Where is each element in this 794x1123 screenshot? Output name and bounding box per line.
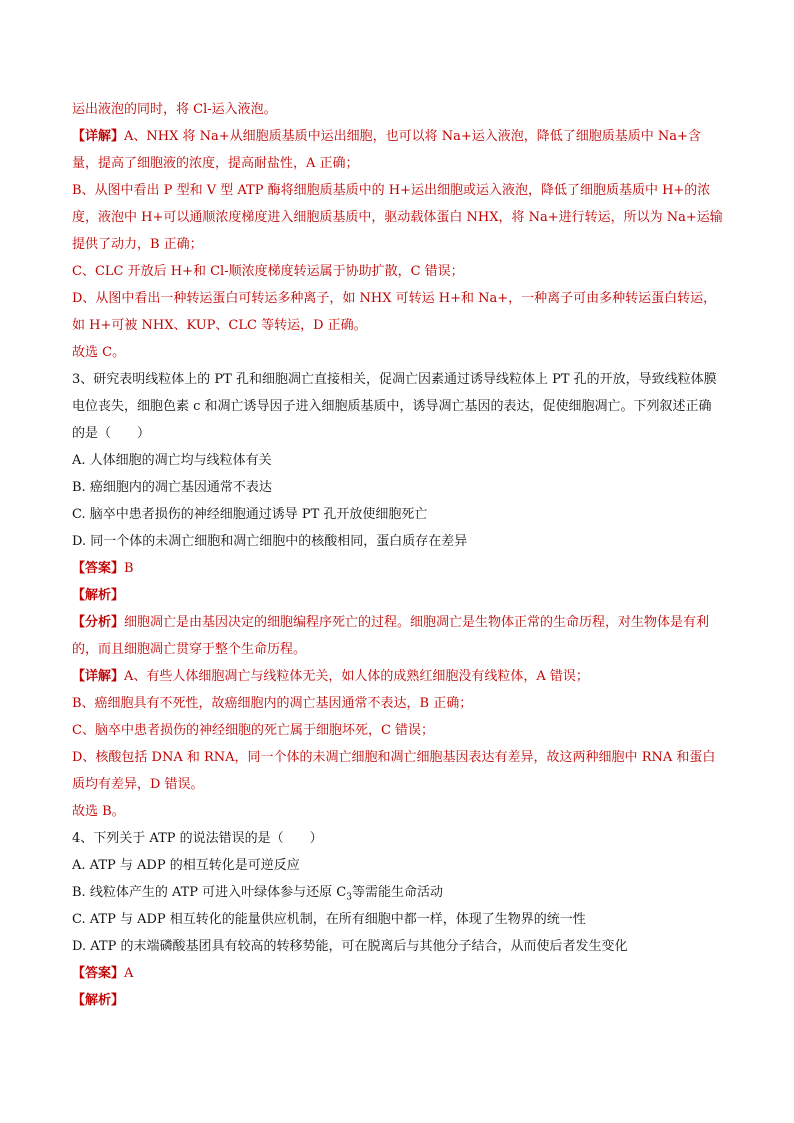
document-content	[72, 96, 724, 1014]
answer-tag: 【答案】	[72, 561, 125, 576]
detail-text: C、脑卒中患者损伤的神经细胞的死亡属于细胞坏死，C 错误；	[72, 723, 435, 738]
answer-value: A	[124, 966, 134, 981]
detail-text: C、CLC 开放后 H+和 Cl-顺浓度梯度转运属于协助扩散，C 错误；	[72, 264, 464, 279]
question-4-option-d: D. ATP 的末端磷酸基团具有较高的转移势能，可在脱离后与其他分子结合，从而使后者发生变化	[72, 939, 628, 954]
section-tag: 【详解】	[72, 129, 125, 144]
fenxi-text: 细胞凋亡是由基因决定的细胞编程序死亡的过程。细胞凋亡是生物体正常的生命历程，对生物体是有利的，而且细胞凋亡贯穿于整个生命历程。	[72, 615, 710, 657]
detail-text: D、核酸包括 DNA 和 RNA，同一个体的未凋亡细胞和凋亡细胞基因表达有差异，故这两种细胞中 RNA 和蛋白质均有差异，D 错误。	[72, 750, 716, 792]
detail-text: B、癌细胞具有不死性，故癌细胞内的凋亡基因通常不表达，B 正确；	[72, 696, 473, 711]
conclusion-text: 故选 B。	[72, 804, 125, 819]
question-4-answer	[72, 960, 724, 987]
question-3-option-a: A. 人体细胞的凋亡均与线粒体有关	[72, 453, 272, 468]
conclusion-text: 故选 C。	[72, 345, 126, 360]
question-4-option-a: A. ATP 与 ADP 的相互转化是可逆反应	[72, 858, 300, 873]
option-b-text: B. 线粒体产生的 ATP 可进入叶绿体参与还原 C	[72, 885, 347, 900]
detail-text: B、从图中看出 P 型和 V 型 ATP 酶将细胞质基质中的 H+运出细胞或运入液泡，降低了细胞质基质中 H+的浓度，液泡中 H+可以通顺浓度梯度进入细胞质基质中，驱动载体蛋白 NHX，将 Na+进行转运，所以为 Na+运输提供了动力，B 正确；	[72, 183, 723, 252]
detail-text: A、NHX 将 Na+从细胞质基质中运出细胞，也可以将 Na+运入液泡，降低了细胞质基质中 Na+含量，提高了细胞液的浓度，提高耐盐性，A 正确；	[72, 129, 701, 171]
question-4-stem: 4、下列关于 ATP 的说法错误的是（ ）	[72, 831, 323, 846]
analysis-tag: 【解析】	[72, 588, 125, 603]
detail-text: A、有些人体细胞凋亡与线粒体无关，如人体的成熟红细胞没有线粒体，A 错误；	[124, 669, 589, 684]
fenxi-tag: 【分析】	[72, 615, 125, 630]
question-4-option-b	[72, 879, 724, 906]
answer-value: B	[124, 561, 134, 576]
option-b-text-end: 等需能生命活动	[352, 885, 444, 900]
option-b-subscript: 3	[346, 892, 352, 903]
question-3-stem: 3、研究表明线粒体上的 PT 孔和细胞凋亡直接相关，促凋亡因素通过诱导线粒体上 PT 孔的开放，导致线粒体膜电位丧失，细胞色素 c 和凋亡诱导因子进入细胞质基质中，诱导凋亡基因的表达，促使细胞凋亡。下列叙述正确的是（ ）	[72, 372, 717, 441]
question-4-option-c: C. ATP 与 ADP 相互转化的能量供应机制，在所有细胞中都一样，体现了生物界的统一性	[72, 912, 586, 927]
detail-text: D、从图中看出一种转运蛋白可转运多种离子，如 NHX 可转运 H+和 Na+，一种离子可由多种转运蛋白转运，如 H+可被 NHX、KUP、CLC 等转运，D 正确。	[72, 291, 717, 333]
text-line: 运出液泡的同时，将 Cl-运入液泡。	[72, 102, 277, 117]
question-3-option-c: C. 脑卒中患者损伤的神经细胞通过诱导 PT 孔开放使细胞死亡	[72, 507, 428, 522]
question-3-answer	[72, 555, 724, 582]
xiangjie-tag: 【详解】	[72, 669, 125, 684]
analysis-paragraph	[72, 609, 724, 663]
analysis-tag: 【解析】	[72, 993, 125, 1008]
answer-tag: 【答案】	[72, 966, 125, 981]
detail-paragraph	[72, 663, 724, 690]
question-3-option-d: D. 同一个体的未凋亡细胞和凋亡细胞中的核酸相同，蛋白质存在差异	[72, 534, 468, 549]
question-3-option-b: B. 癌细胞内的凋亡基因通常不表达	[72, 480, 272, 495]
detail-paragraph	[72, 123, 724, 177]
